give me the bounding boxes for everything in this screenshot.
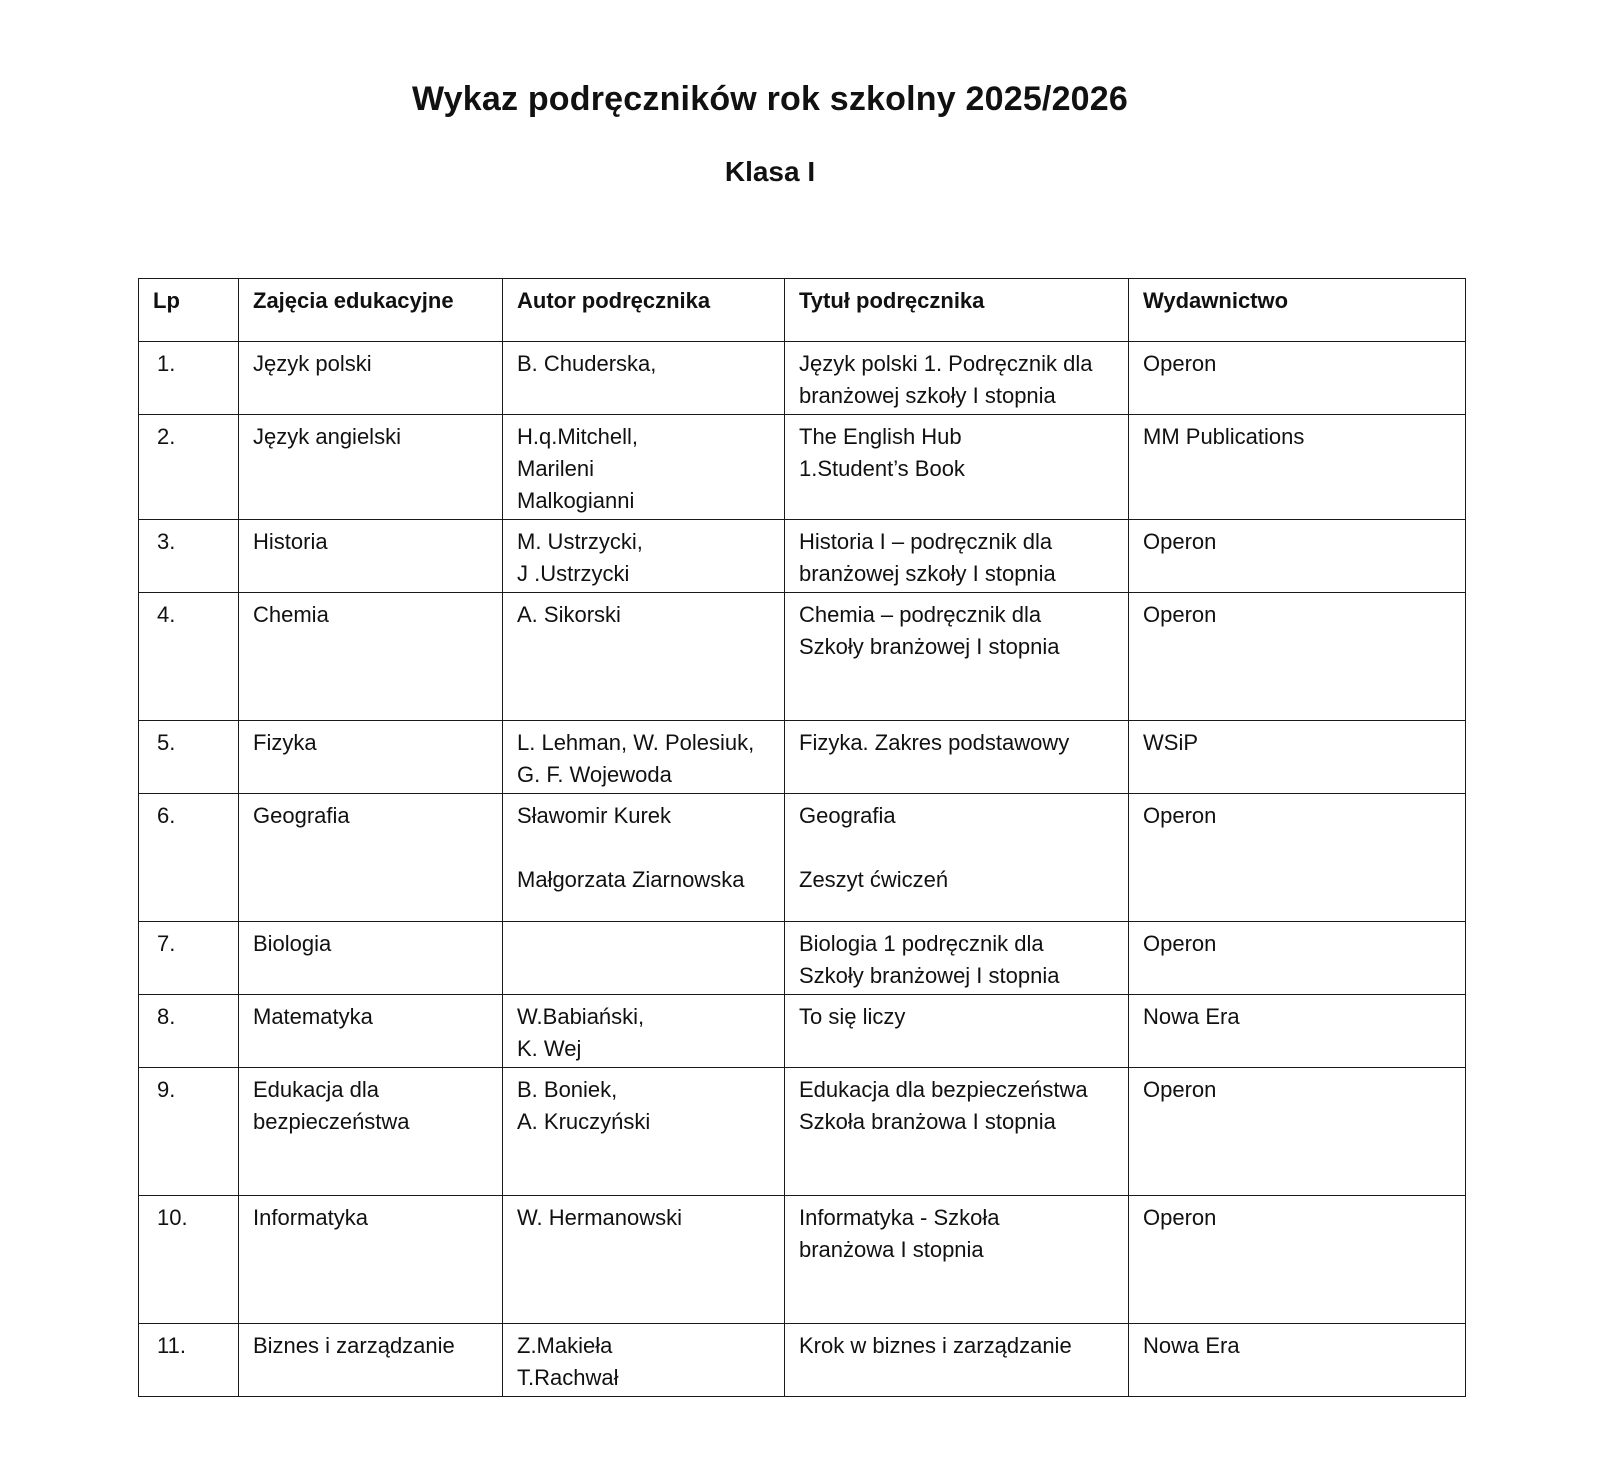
cell-publisher — [1129, 593, 1466, 721]
cell-author — [503, 1196, 785, 1324]
cell-line: Krok w biznes i zarządzanie — [799, 1333, 1072, 1358]
cell-lp — [139, 593, 239, 721]
cell-line: 1.Student’s Book — [799, 456, 965, 481]
cell-book-title — [785, 995, 1129, 1068]
cell-author — [503, 520, 785, 593]
cell-lp — [139, 995, 239, 1068]
cell-line: Geografia — [253, 803, 350, 828]
cell-author — [503, 342, 785, 415]
cell-lp — [139, 1196, 239, 1324]
class-heading: Klasa I — [724, 156, 816, 187]
cell-book-title — [785, 342, 1129, 415]
cell-publisher — [1129, 721, 1466, 794]
cell-line: Małgorzata Ziarnowska — [517, 867, 745, 892]
cell-line: 9. — [157, 1077, 176, 1102]
cell-line: J .Ustrzycki — [517, 561, 630, 586]
cell-lp — [139, 721, 239, 794]
cell-line: Chemia – podręcznik dla — [799, 602, 1042, 627]
cell-line: Operon — [1143, 803, 1217, 828]
cell-subject — [239, 520, 503, 593]
textbook-table — [138, 278, 1466, 1397]
cell-line: 2. — [157, 424, 176, 449]
cell-line: 6. — [157, 803, 176, 828]
cell-line: The English Hub — [799, 424, 962, 449]
table-row — [139, 593, 1466, 721]
cell-book-title — [785, 1324, 1129, 1397]
table-row — [139, 794, 1466, 922]
cell-line: Fizyka. Zakres podstawowy — [799, 730, 1070, 755]
cell-line: MM Publications — [1143, 424, 1305, 449]
cell-publisher — [1129, 520, 1466, 593]
cell-line: Operon — [1143, 1205, 1217, 1230]
cell-lp — [139, 1324, 239, 1397]
cell-line: Szkoła branżowa I stopnia — [799, 1109, 1056, 1134]
cell-author — [503, 1324, 785, 1397]
cell-book-title — [785, 520, 1129, 593]
cell-line: Matematyka — [253, 1004, 373, 1029]
header-subject: Zajęcia edukacyjne — [239, 279, 503, 342]
cell-line: Sławomir Kurek — [517, 803, 672, 828]
cell-line: B. Chuderska, — [517, 351, 657, 376]
table-row — [139, 1324, 1466, 1397]
table-row — [139, 1068, 1466, 1196]
cell-line: Edukacja dla — [253, 1077, 379, 1102]
cell-line: branżowej szkoły I stopnia — [799, 383, 1056, 408]
table-row — [139, 995, 1466, 1068]
cell-publisher — [1129, 1068, 1466, 1196]
cell-publisher — [1129, 342, 1466, 415]
document-title: Wykaz podręczników rok szkolny 2025/2026 — [411, 80, 1129, 118]
cell-line: Język polski 1. Podręcznik dla — [799, 351, 1093, 376]
cell-line: M. Ustrzycki, — [517, 529, 643, 554]
cell-line: 7. — [157, 931, 176, 956]
cell-author — [503, 794, 785, 922]
cell-subject — [239, 593, 503, 721]
cell-line: H.q.Mitchell, — [517, 424, 639, 449]
cell-author — [503, 922, 785, 995]
header-book-title: Tytuł podręcznika — [785, 279, 1129, 342]
cell-line: Geografia — [799, 803, 896, 828]
cell-line: Zeszyt ćwiczeń — [799, 867, 949, 892]
cell-line: branżowej szkoły I stopnia — [799, 561, 1056, 586]
cell-line: Biologia — [253, 931, 332, 956]
table-row — [139, 721, 1466, 794]
cell-line: Malkogianni — [517, 488, 635, 513]
cell-line: W.Babiański, — [517, 1004, 645, 1029]
cell-line: L. Lehman, W. Polesiuk, — [517, 730, 755, 755]
cell-book-title — [785, 593, 1129, 721]
cell-subject — [239, 1324, 503, 1397]
table-row — [139, 342, 1466, 415]
table-body — [139, 342, 1466, 1397]
cell-line: Szkoły branżowej I stopnia — [799, 963, 1060, 988]
cell-book-title — [785, 721, 1129, 794]
cell-line: G. F. Wojewoda — [517, 762, 672, 787]
cell-author — [503, 593, 785, 721]
cell-line: Z.Makieła — [517, 1333, 613, 1358]
cell-line: To się liczy — [799, 1004, 906, 1029]
cell-author — [503, 1068, 785, 1196]
cell-line: 3. — [157, 529, 176, 554]
blank-line — [517, 832, 770, 864]
cell-line: 4. — [157, 602, 176, 627]
cell-subject — [239, 721, 503, 794]
cell-book-title — [785, 1196, 1129, 1324]
cell-line: Szkoły branżowej I stopnia — [799, 634, 1060, 659]
cell-line: 11. — [157, 1333, 186, 1358]
cell-line: Nowa Era — [1143, 1004, 1240, 1029]
cell-line: Chemia — [253, 602, 329, 627]
cell-line: 1. — [157, 351, 176, 376]
cell-line: T.Rachwał — [517, 1365, 619, 1390]
cell-publisher — [1129, 415, 1466, 520]
cell-subject — [239, 995, 503, 1068]
table-row — [139, 922, 1466, 995]
cell-line: Fizyka — [253, 730, 317, 755]
header-author: Autor podręcznika — [503, 279, 785, 342]
cell-subject — [239, 1068, 503, 1196]
cell-line: B. Boniek, — [517, 1077, 618, 1102]
cell-line: Operon — [1143, 351, 1217, 376]
header-lp: Lp — [139, 279, 239, 342]
cell-subject — [239, 922, 503, 995]
cell-book-title — [785, 1068, 1129, 1196]
cell-subject — [239, 342, 503, 415]
cell-lp — [139, 922, 239, 995]
cell-publisher — [1129, 794, 1466, 922]
cell-publisher — [1129, 1196, 1466, 1324]
table-row — [139, 520, 1466, 593]
table-header-row — [139, 279, 1466, 342]
cell-line: Nowa Era — [1143, 1333, 1240, 1358]
cell-line: Operon — [1143, 529, 1217, 554]
cell-publisher — [1129, 922, 1466, 995]
cell-book-title — [785, 415, 1129, 520]
cell-line: Biologia 1 podręcznik dla — [799, 931, 1044, 956]
cell-line: Marileni — [517, 456, 595, 481]
cell-line: K. Wej — [517, 1036, 582, 1061]
cell-line: Biznes i zarządzanie — [253, 1333, 455, 1358]
cell-publisher — [1129, 995, 1466, 1068]
cell-subject — [239, 415, 503, 520]
cell-line: W. Hermanowski — [517, 1205, 683, 1230]
cell-subject — [239, 1196, 503, 1324]
cell-line: Informatyka — [253, 1205, 368, 1230]
cell-line: Informatyka - Szkoła — [799, 1205, 1000, 1230]
cell-lp — [139, 342, 239, 415]
cell-lp — [139, 794, 239, 922]
cell-author — [503, 995, 785, 1068]
cell-line: Operon — [1143, 1077, 1217, 1102]
cell-line: branżowa I stopnia — [799, 1237, 984, 1262]
cell-publisher — [1129, 1324, 1466, 1397]
cell-line: Historia I – podręcznik dla — [799, 529, 1053, 554]
cell-line: Operon — [1143, 602, 1217, 627]
table-row — [139, 415, 1466, 520]
cell-line: Język polski — [253, 351, 372, 376]
cell-subject — [239, 794, 503, 922]
cell-author — [503, 721, 785, 794]
cell-line: bezpieczeństwa — [253, 1109, 410, 1134]
cell-line: 8. — [157, 1004, 176, 1029]
cell-line: A. Sikorski — [517, 602, 621, 627]
cell-line: 10. — [157, 1205, 188, 1230]
table-row — [139, 1196, 1466, 1324]
cell-book-title — [785, 922, 1129, 995]
cell-author — [503, 415, 785, 520]
header-publisher: Wydawnictwo — [1129, 279, 1466, 342]
cell-line: Operon — [1143, 931, 1217, 956]
cell-lp — [139, 1068, 239, 1196]
cell-line: Historia — [253, 529, 328, 554]
cell-line: Język angielski — [253, 424, 401, 449]
cell-line: 5. — [157, 730, 176, 755]
cell-line: A. Kruczyński — [517, 1109, 651, 1134]
cell-line: WSiP — [1143, 730, 1198, 755]
cell-lp — [139, 415, 239, 520]
cell-book-title — [785, 794, 1129, 922]
cell-lp — [139, 520, 239, 593]
blank-line — [799, 832, 1114, 864]
cell-line: Edukacja dla bezpieczeństwa — [799, 1077, 1088, 1102]
